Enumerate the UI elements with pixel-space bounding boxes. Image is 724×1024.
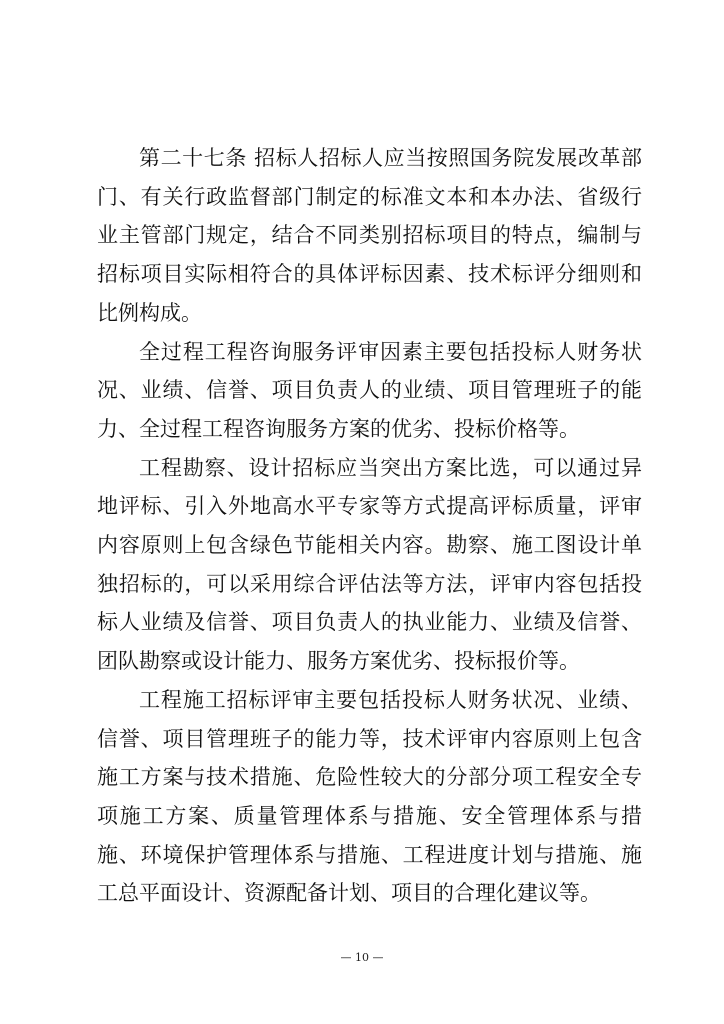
paragraph-consulting-criteria: 全过程工程咨询服务评审因素主要包括投标人财务状况、业绩、信誉、项目负责人的业绩、项目管理班子的能力、全过程工程咨询服务方案的优劣、投标价格等。 — [97, 339, 642, 441]
body-text — [97, 139, 642, 913]
paragraph-survey-design-criteria: 工程勘察、设计招标应当突出方案比选，可以通过异地评标、引入外地高水平专家等方式提高评标质量，评审内容原则上包含绿色节能相关内容。勘察、施工图设计单独招标的，可以采用综合评估法等方法，评审内容包括投标人业绩及信誉、项目负责人的执业能力、业绩及信誉、团队勘察或设计能力、服务方案优劣、投标报价等。 — [97, 455, 642, 674]
page-number: — 10 — — [340, 951, 384, 964]
paragraph-article-27: 第二十七条 招标人招标人应当按照国务院发展改革部门、有关行政监督部门制定的标准文本和本办法、省级行业主管部门规定，结合不同类别招标项目的特点，编制与招标项目实际相符合的具体评标因素、技术标评分细则和比例构成。 — [97, 146, 642, 325]
paragraph-construction-criteria: 工程施工招标评审主要包括投标人财务状况、业绩、信誉、项目管理班子的能力等，技术评审内容原则上包含施工方案与技术措施、危险性较大的分部分项工程安全专项施工方案、质量管理体系与措施、安全管理体系与措施、环境保护管理体系与措施、工程进度计划与措施、施工总平面设计、资源配备计划、项目的合理化建议等。 — [97, 687, 642, 906]
